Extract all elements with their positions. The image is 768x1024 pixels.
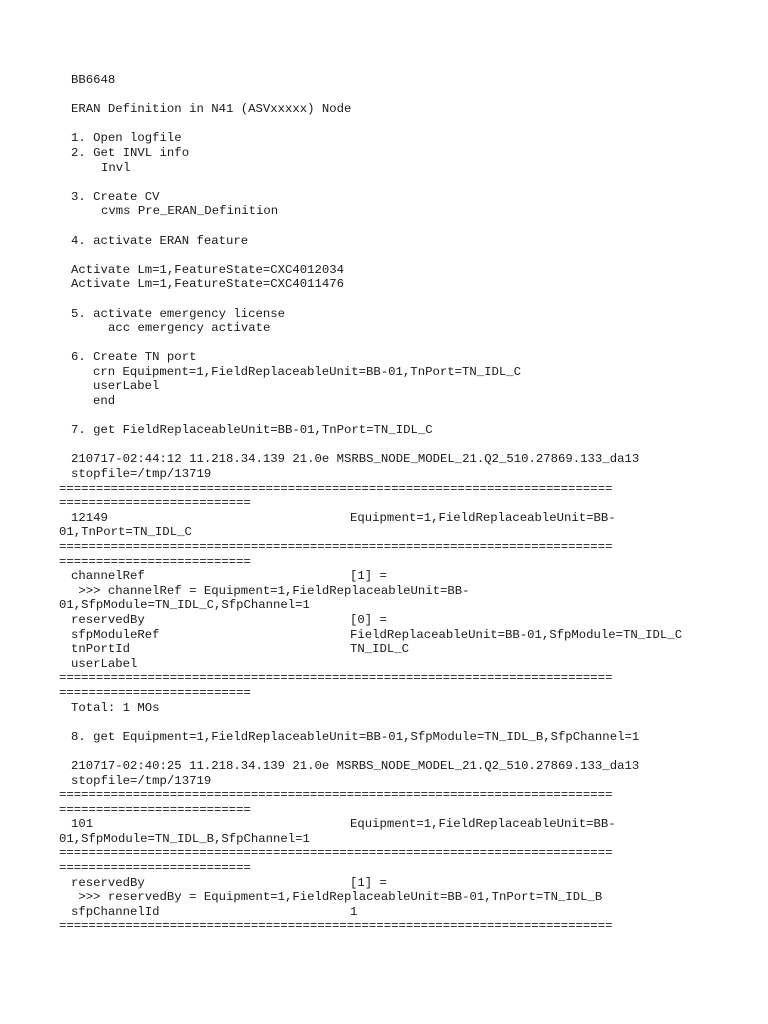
output-8-stopfile: stopfile=/tmp/13719 — [71, 773, 212, 788]
step-4-heading: 4. activate ERAN feature — [71, 233, 249, 248]
attribute-item-continued: 01,SfpModule=TN_IDL_C,SfpChannel=1 — [59, 598, 310, 613]
separator-line: ========================== — [59, 496, 251, 511]
step-6-userlabel: userLabel — [93, 379, 160, 394]
step-6-command: crn Equipment=1,FieldReplaceableUnit=BB-01,TnPort=TN_IDL_C — [93, 364, 522, 379]
step-1-heading: 1. Open logfile — [71, 131, 182, 146]
attribute-value: [1] = — [350, 875, 387, 890]
attribute-value: FieldReplaceableUnit=BB-01,SfpModule=TN_IDL_C — [350, 627, 683, 642]
attribute-value: TN_IDL_C — [350, 642, 410, 657]
attribute-value: 1 — [350, 904, 358, 919]
doc-id: BB6648 — [71, 73, 116, 87]
separator-line: =========================================================================== — [59, 846, 613, 861]
attribute-name: reservedBy — [71, 875, 145, 890]
step-3-heading: 3. Create CV — [71, 189, 160, 204]
mo-id: 101 — [71, 817, 94, 832]
mo-ldn-continued: 01,SfpModule=TN_IDL_B,SfpChannel=1 — [59, 831, 310, 846]
step-5-heading: 5. activate emergency license — [71, 306, 286, 321]
total-count: Total: 1 MOs — [71, 700, 160, 715]
mo-row — [71, 817, 711, 832]
attribute-row-sfpchannelid — [71, 905, 711, 920]
activate-line-2: Activate Lm=1,FeatureState=CXC4011476 — [71, 277, 345, 292]
separator-line: =========================================================================== — [59, 671, 613, 686]
step-2-command: Invl — [101, 160, 131, 175]
mo-id: 12149 — [71, 510, 108, 525]
attribute-row-reservedby — [71, 876, 711, 891]
attribute-item: >>> reservedBy = Equipment=1,FieldReplaceableUnit=BB-01,TnPort=TN_IDL_B — [71, 890, 603, 905]
attribute-name: reservedBy — [71, 612, 145, 627]
document-body — [59, 73, 711, 934]
doc-title: ERAN Definition in N41 (ASVxxxxx) Node — [71, 102, 352, 117]
separator-line: ========================== — [59, 802, 251, 817]
separator-line: =========================================================================== — [59, 540, 613, 554]
attribute-name: sfpChannelId — [71, 904, 160, 919]
attribute-row-userlabel — [71, 657, 711, 672]
attribute-row-tnportid — [71, 642, 711, 657]
mo-ldn: Equipment=1,FieldReplaceableUnit=BB- — [350, 817, 616, 832]
step-5-command: acc emergency activate — [108, 321, 271, 336]
attribute-row-channelref — [71, 569, 711, 584]
attribute-value: [0] = — [350, 612, 387, 627]
step-8-heading: 8. get Equipment=1,FieldReplaceableUnit=BB-01,SfpModule=TN_IDL_B,SfpChannel=1 — [71, 729, 640, 744]
attribute-row-reservedby — [71, 613, 711, 628]
output-8-header: 210717-02:40:25 11.218.34.139 21.0e MSRBS_NODE_MODEL_21.Q2_510.27869.133_da13 — [71, 758, 640, 773]
step-3-command: cvms Pre_ERAN_Definition — [101, 204, 279, 219]
step-7-heading: 7. get FieldReplaceableUnit=BB-01,TnPort=TN_IDL_C — [71, 423, 433, 438]
attribute-value: [1] = — [350, 569, 387, 584]
separator-line: ========================== — [59, 685, 251, 700]
separator-line: =========================================================================== — [59, 919, 613, 934]
attribute-item: >>> channelRef = Equipment=1,FieldReplaceableUnit=BB- — [71, 583, 470, 598]
step-6-heading: 6. Create TN port — [71, 350, 197, 365]
separator-line: ========================== — [59, 554, 251, 569]
output-7-stopfile: stopfile=/tmp/13719 — [71, 467, 212, 482]
attribute-name: tnPortId — [71, 642, 131, 657]
step-2-heading: 2. Get INVL info — [71, 145, 190, 160]
attribute-name: sfpModuleRef — [71, 627, 160, 642]
attribute-row-sfpmoduleref — [71, 628, 711, 643]
step-6-end: end — [93, 394, 116, 409]
separator-line: =========================================================================== — [59, 481, 613, 496]
attribute-name: userLabel — [71, 656, 138, 671]
mo-ldn-continued: 01,TnPort=TN_IDL_C — [59, 525, 192, 540]
separator-line: =========================================================================== — [59, 788, 613, 803]
attribute-name: channelRef — [71, 569, 145, 584]
activate-line-1: Activate Lm=1,FeatureState=CXC4012034 — [71, 262, 345, 277]
output-7-header: 210717-02:44:12 11.218.34.139 21.0e MSRBS_NODE_MODEL_21.Q2_510.27869.133_da13 — [71, 452, 640, 467]
separator-line: ========================== — [59, 861, 251, 876]
mo-row — [71, 511, 711, 526]
mo-ldn: Equipment=1,FieldReplaceableUnit=BB- — [350, 510, 616, 525]
